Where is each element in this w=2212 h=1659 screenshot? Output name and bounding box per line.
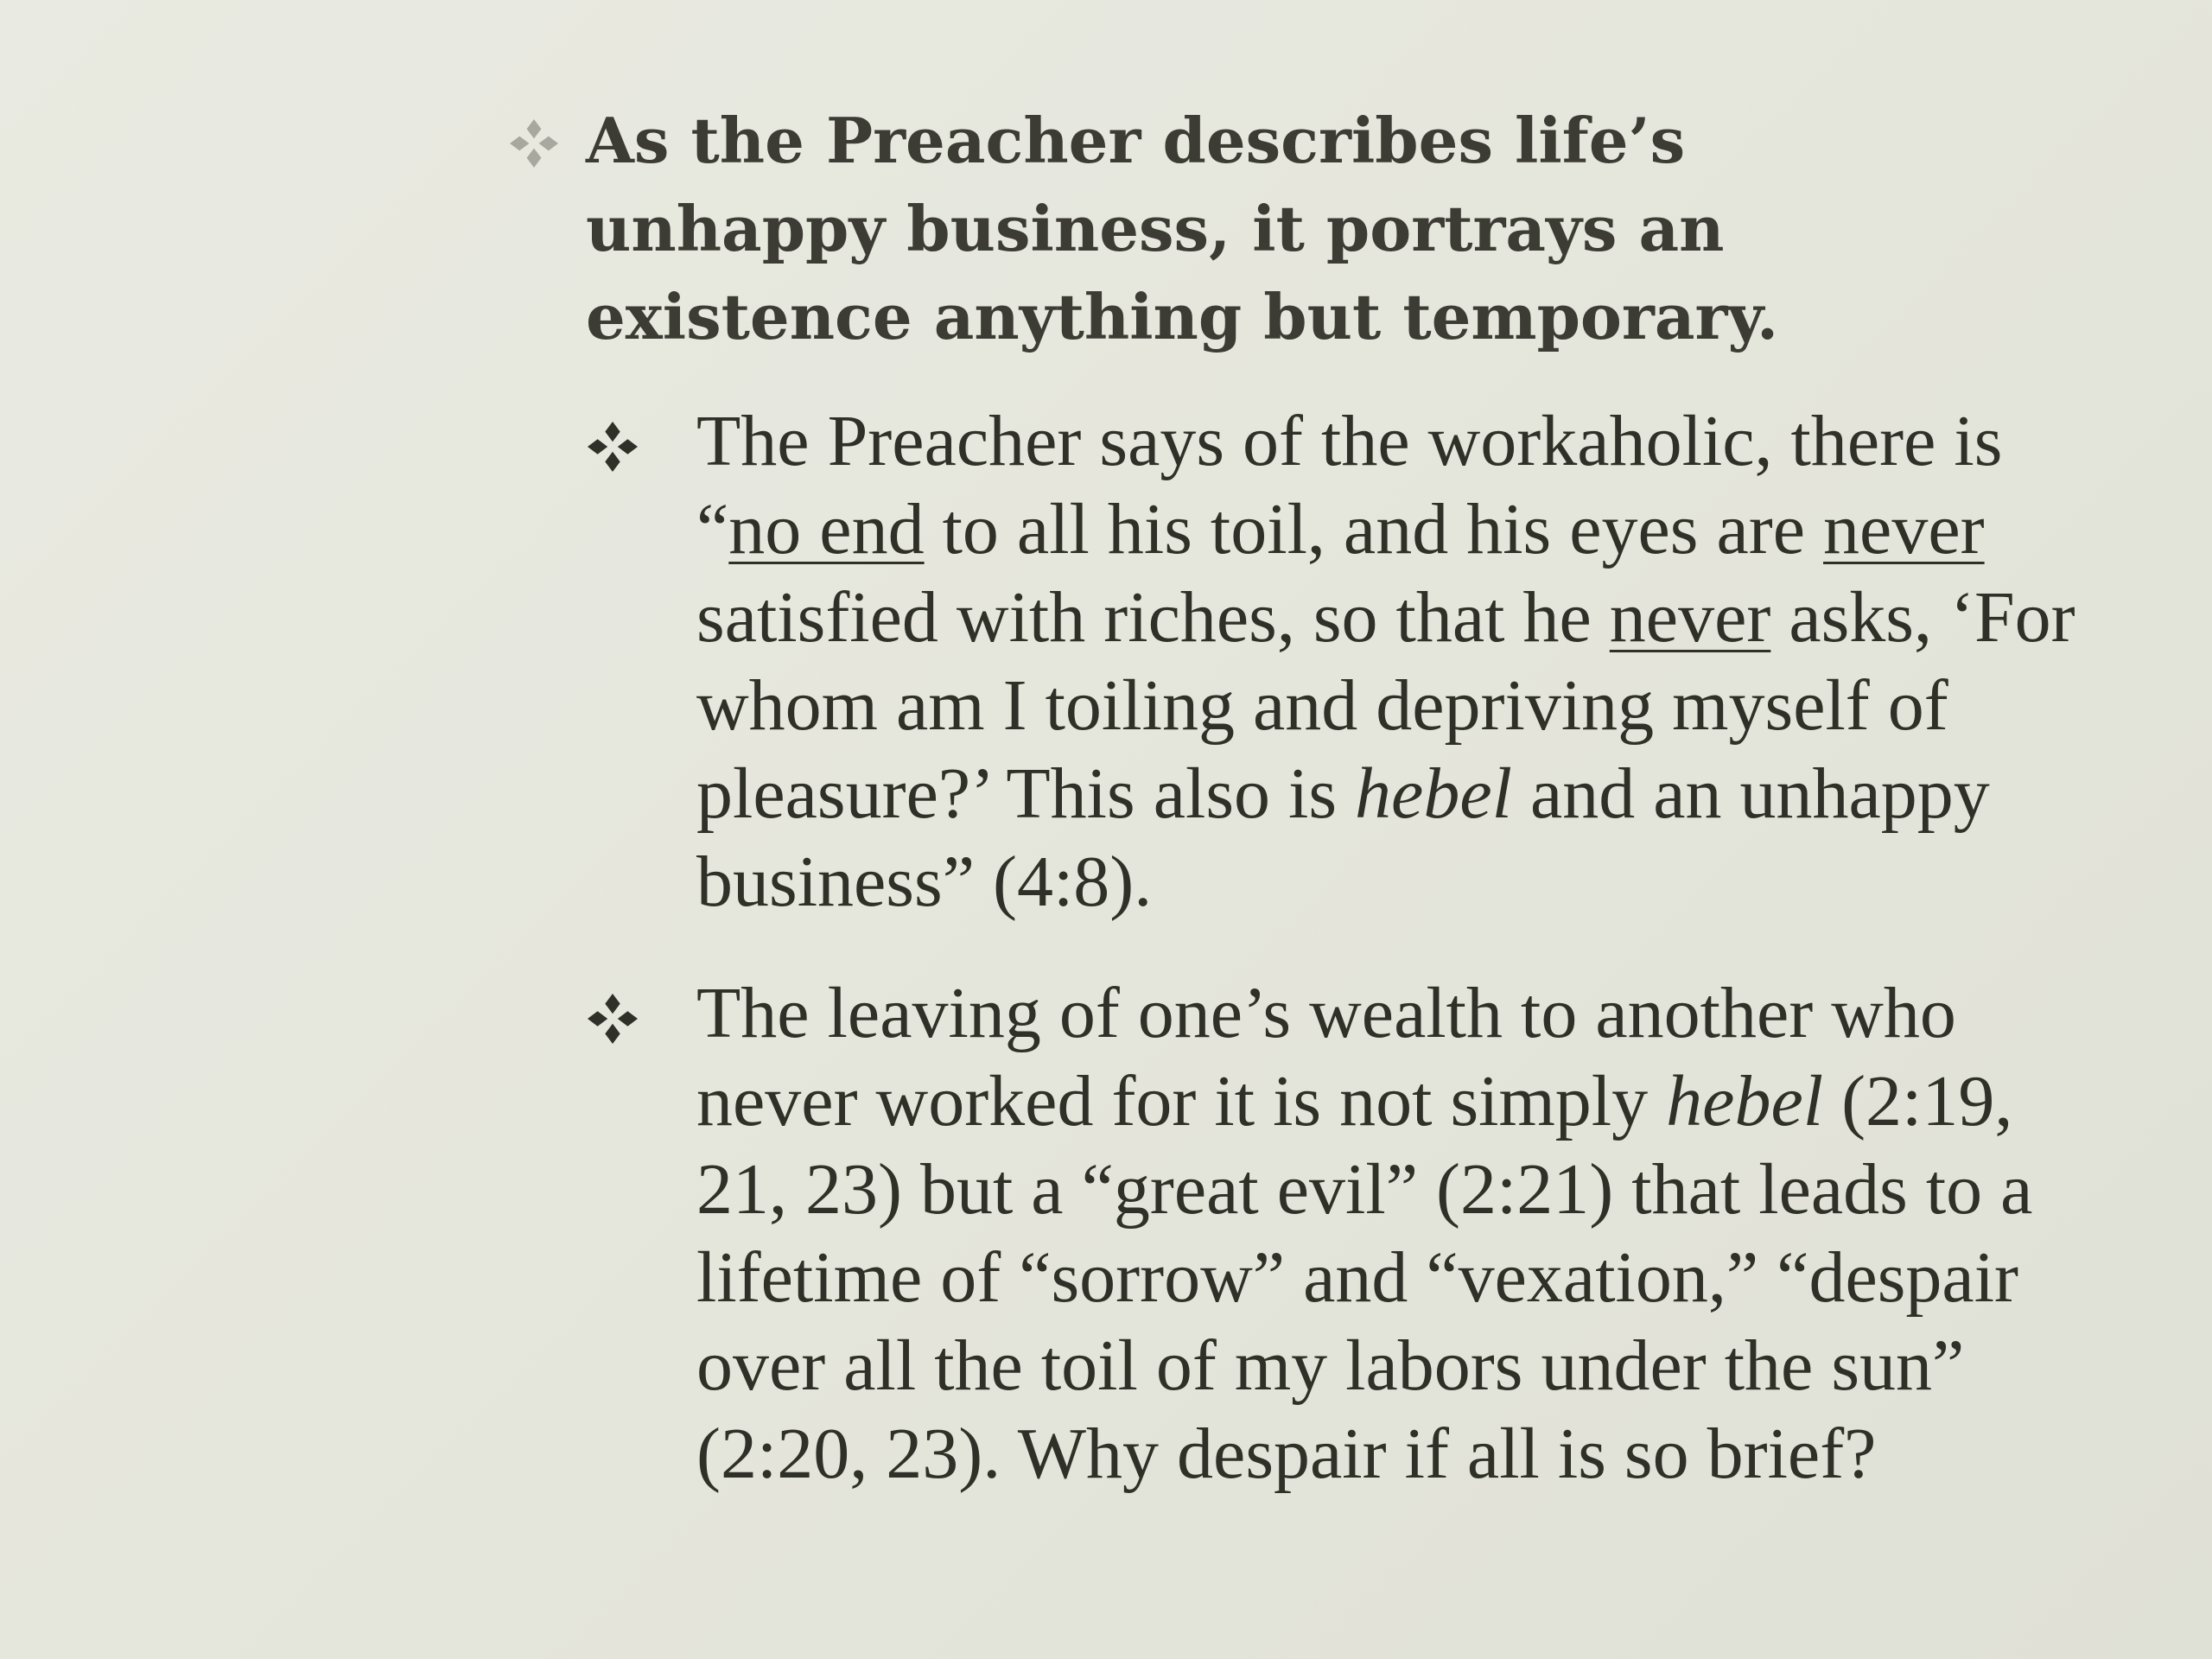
diamond-cluster-icon: [588, 994, 638, 1044]
diamond-cluster-icon: [588, 422, 638, 472]
text-run: The leaving of one’s wealth to another who never worked for it is not simply: [696, 973, 1956, 1141]
italic-term: hebel: [1666, 1061, 1824, 1141]
text-run: satisfied with riches, so that he: [696, 577, 1610, 658]
sub-point-text: [696, 969, 2079, 1498]
underlined-phrase: no end: [728, 489, 925, 569]
underlined-word: never: [1823, 489, 1985, 569]
sub-point-workaholic: [588, 397, 2074, 926]
text-run: (2:19, 21, 23) but a “great evil” (2:21) that leads to a lifetime of “sorrow” and “vexation,” “despair over all the toil of my labors under the sun” (2:20, 23). Why despair if all is so brief?: [696, 1061, 2033, 1494]
italic-term: hebel: [1355, 753, 1512, 834]
main-point-text: As the Preacher describes life’s unhappy business, it portrays an existence anything but temporary.: [586, 104, 1779, 353]
main-point: [510, 97, 1996, 361]
text-run: to all his toil, and his eyes are: [924, 489, 1824, 569]
text-run: and an unhappy business” (4:8).: [696, 753, 1990, 922]
underlined-word: never: [1609, 577, 1771, 658]
text-run: The Preacher says of the workaholic, there is “: [696, 401, 2003, 569]
sub-point-text: [696, 397, 2079, 926]
text-run: asks, ‘For whom am I toiling and depriving myself of pleasure?’ This also is: [696, 577, 2075, 834]
diamond-cluster-icon: [510, 119, 558, 168]
sub-point-wealth: [588, 969, 2074, 1498]
